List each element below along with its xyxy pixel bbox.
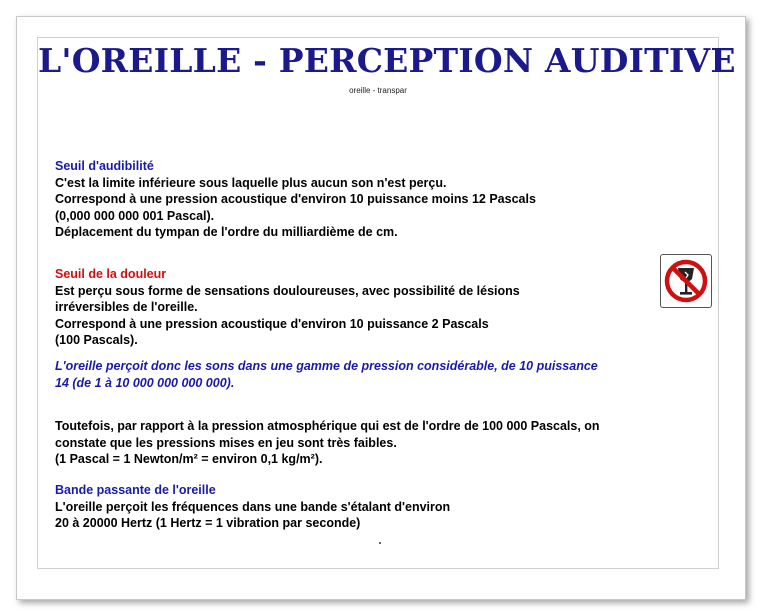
paragraph-line: (1 Pascal = 1 Newton/m² = environ 0,1 kg/m²). bbox=[55, 452, 323, 466]
paragraph-line: (100 Pascals). bbox=[55, 333, 138, 347]
paragraph-line: Est perçu sous forme de sensations douloureuses, avec possibilité de lésions bbox=[55, 283, 520, 298]
paragraph-line: irréversibles de l'oreille. bbox=[55, 300, 198, 314]
paragraph-line: (0,000 000 000 001 Pascal). bbox=[55, 208, 215, 223]
paragraph-line: constate que les pressions mises en jeu sont très faibles. bbox=[55, 435, 397, 450]
paragraph-line: 14 (de 1 à 10 000 000 000 000). bbox=[55, 375, 235, 390]
section-seuil-audibilite bbox=[55, 158, 705, 241]
paragraph-line: C'est la limite inférieure sous laquelle plus aucun son n'est perçu. bbox=[55, 175, 447, 190]
no-fragile-prohibition-icon bbox=[660, 254, 712, 308]
page-subtitle: oreille - transpar bbox=[349, 86, 407, 95]
section-heading-douleur: Seuil de la douleur bbox=[55, 267, 167, 281]
paragraph-line: Correspond à une pression acoustique d'environ 10 puissance moins 12 Pascals bbox=[55, 192, 536, 206]
page-title: L'OREILLE - PERCEPTION AUDITIVE bbox=[38, 41, 736, 80]
paragraph-line: 20 à 20000 Hertz (1 Hertz = 1 vibration par seconde) bbox=[55, 516, 361, 530]
section-conclusion bbox=[55, 358, 705, 391]
section-seuil-douleur bbox=[55, 266, 705, 349]
paragraph-line: Déplacement du tympan de l'ordre du milliardième de cm. bbox=[55, 225, 398, 239]
section-atmosphere bbox=[55, 418, 705, 468]
paragraph-line: L'oreille perçoit donc les sons dans une gamme de pression considérable, de 10 puissance bbox=[55, 359, 598, 373]
section-bande-passante bbox=[55, 482, 705, 532]
section-heading-bande-passante: Bande passante de l'oreille bbox=[55, 483, 216, 497]
paragraph-line: L'oreille perçoit les fréquences dans une bande s'étalant d'environ bbox=[55, 499, 451, 514]
decorative-dot bbox=[379, 542, 381, 544]
paragraph-line: Toutefois, par rapport à la pression atmosphérique qui est de l'ordre de 100 000 Pascals, on bbox=[55, 419, 600, 433]
document-page bbox=[16, 16, 746, 600]
slide-frame bbox=[37, 37, 736, 569]
section-heading-audibilite: Seuil d'audibilité bbox=[55, 159, 154, 173]
paragraph-line: Correspond à une pression acoustique d'environ 10 puissance 2 Pascals bbox=[55, 316, 489, 331]
